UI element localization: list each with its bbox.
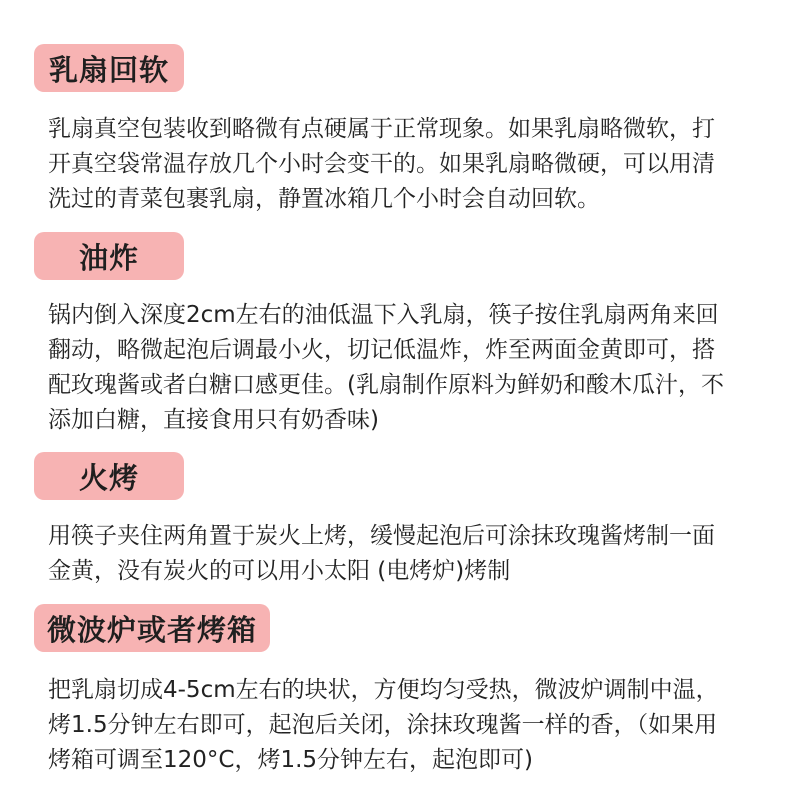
body-line: 洗过的青菜包裹乳扇，静置冰箱几个小时会自动回软。 (48, 186, 600, 212)
body-line: 烤箱可调至120°C，烤1.5分钟左右，起泡即可) (48, 747, 534, 773)
section-body-fry (48, 298, 778, 438)
body-line: 金黄，没有炭火的可以用小太阳 (电烤炉)烤制 (48, 558, 511, 584)
section-heading-soften: 乳扇回软 (34, 44, 184, 92)
body-line: 锅内倒入深度2cm左右的油低温下入乳扇，筷子按住乳扇两角来回 (48, 302, 719, 328)
body-line: 把乳扇切成4-5cm左右的块状，方便均匀受热，微波炉调制中温， (48, 677, 719, 703)
body-line: 翻动，略微起泡后调最小火，切记低温炸，炸至两面金黄即可，搭 (48, 337, 715, 363)
body-line: 烤1.5分钟左右即可，起泡后关闭，涂抹玫瑰酱一样的香，（如果用 (48, 712, 718, 738)
body-line: 配玫瑰酱或者白糖口感更佳。(乳扇制作原料为鲜奶和酸木瓜汁，不 (48, 372, 724, 398)
section-heading-fry: 油炸 (34, 232, 184, 280)
section-heading-grill: 火烤 (34, 452, 184, 500)
section-body-soften (48, 112, 778, 217)
body-line: 乳扇真空包装收到略微有点硬属于正常现象。如果乳扇略微软，打 (48, 116, 715, 142)
section-body-grill (48, 519, 778, 589)
body-line: 用筷子夹住两角置于炭火上烤，缓慢起泡后可涂抹玫瑰酱烤制一面 (48, 523, 715, 549)
body-line: 开真空袋常温存放几个小时会变干的。如果乳扇略微硬，可以用清 (48, 151, 715, 177)
section-body-microwave (48, 673, 778, 778)
body-line: 添加白糖，直接食用只有奶香味) (48, 407, 379, 433)
section-heading-microwave: 微波炉或者烤箱 (34, 604, 270, 652)
